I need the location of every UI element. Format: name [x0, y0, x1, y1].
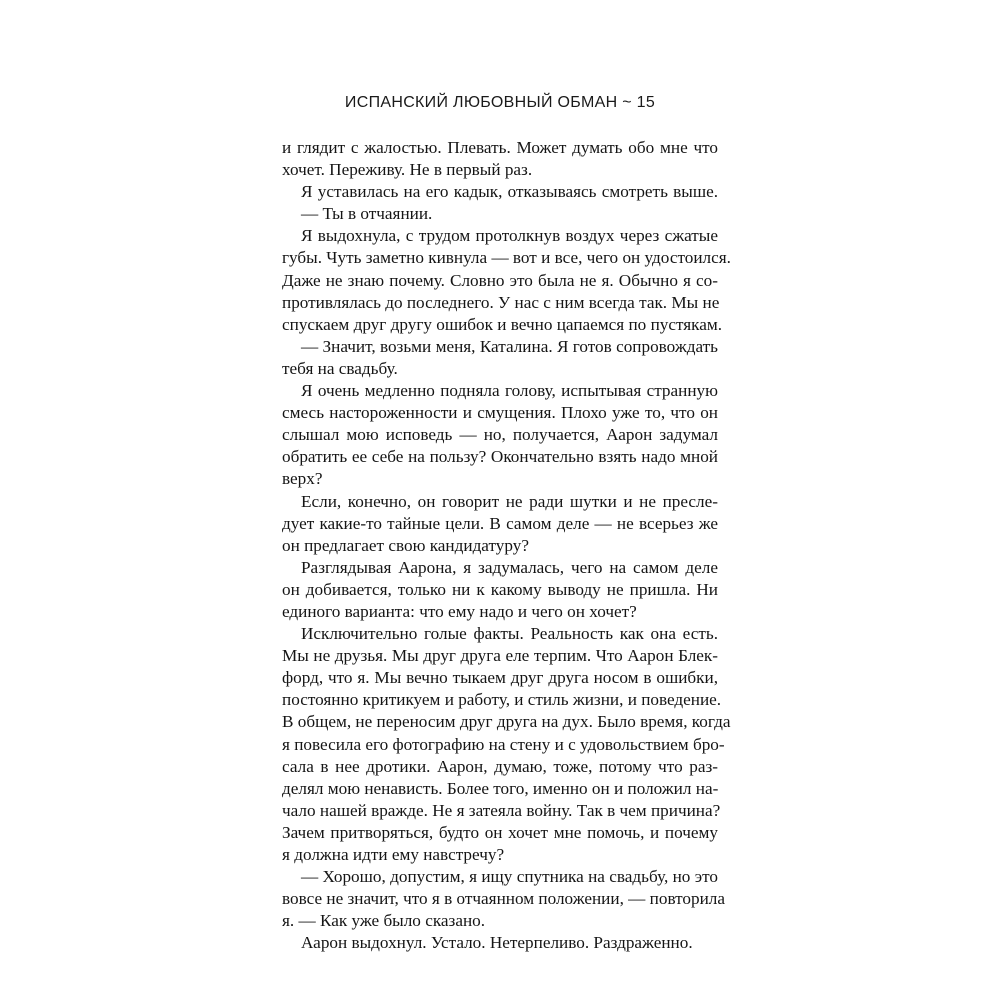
text-line: Исключительно голые факты. Реальность как она есть. [301, 624, 718, 644]
text-line: слышал мою исповедь — но, получается, Аарон задумал [282, 425, 718, 445]
text-line: я. — Как уже было сказано. [282, 911, 486, 931]
text-line: спускаем друг другу ошибок и вечно цапаемся по пустякам. [282, 314, 723, 334]
text-line: и глядит с жалостью. Плевать. Может думать обо мне что [282, 138, 718, 157]
running-header [282, 94, 718, 112]
text-line: делял мою ненависть. Более того, именно он и положил на- [282, 778, 719, 798]
text-line: тебя на свадьбу. [282, 358, 398, 378]
text-line: Я очень медленно подняла голову, испытывая странную [301, 381, 718, 401]
text-line: — Хорошо, допустим, я ищу спутника на свадьбу, но это [301, 867, 718, 887]
text-line: дует какие-то тайные цели. В самом деле — не всерьез же [282, 513, 718, 533]
text-line: Если, конечно, он говорит не ради шутки и не пресле- [301, 491, 718, 511]
text-line: верх? [282, 469, 323, 489]
text-line: я повесила его фотографию на стену и с удовольствием бро- [282, 734, 725, 754]
text-line: единого варианта: что ему надо и чего он хочет? [282, 601, 637, 621]
text-line: Даже не знаю почему. Словно это была не я. Обычно я со- [282, 270, 718, 290]
text-line: форд, что я. Мы вечно тыкаем друг друга носом в ошибки, [282, 668, 718, 688]
text-line: вовсе не значит, что я в отчаянном положении, — повторила [282, 889, 726, 909]
text-line: Зачем притворяться, будто он хочет мне помочь, и почему [282, 822, 718, 842]
text-line: В общем, не переносим друг друга на дух. Было время, когда [282, 712, 731, 732]
header-separator: ~ [622, 94, 632, 111]
page-number: 15 [636, 94, 656, 111]
text-line: Аарон выдохнул. Устало. Нетерпеливо. Раздраженно. [301, 933, 693, 953]
text-line: смесь настороженности и смущения. Плохо уже то, что он [282, 403, 718, 423]
body-text [282, 137, 731, 954]
text-line: губы. Чуть заметно кивнула — вот и все, чего он удостоился. [282, 248, 731, 268]
text-line: хочет. Переживу. Не в первый раз. [282, 160, 533, 180]
text-line: он предлагает свою кандидатуру? [282, 535, 529, 555]
text-line: он добивается, только ни к какому выводу не пришла. Ни [282, 579, 718, 599]
text-line: Мы не друзья. Мы друг друга еле терпим. Что Аарон Блек- [282, 646, 718, 666]
text-line: я должна идти ему навстречу? [282, 845, 505, 864]
text-line: противлялась до последнего. У нас с ним всегда так. Мы не [282, 292, 720, 312]
text-line: чало нашей вражде. Не я затеяла войну. Так в чем причина? [282, 800, 721, 820]
running-title: ИСПАНСКИЙ ЛЮБОВНЫЙ ОБМАН [344, 94, 618, 111]
text-line: Разглядывая Аарона, я задумалась, чего на самом деле [301, 557, 718, 577]
text-line: Я уставилась на его кадык, отказываясь смотреть выше. [301, 182, 718, 202]
text-line: — Значит, возьми меня, Каталина. Я готов сопровождать [301, 336, 718, 356]
text-line: обратить ее себе на пользу? Окончательно взять надо мной [282, 447, 718, 467]
text-line: — Ты в отчаянии. [301, 204, 433, 224]
text-line: Я выдохнула, с трудом протолкнув воздух через сжатые [301, 226, 718, 246]
text-line: сала в нее дротики. Аарон, думаю, тоже, потому что раз- [282, 756, 718, 776]
text-line: постоянно критикуем и работу, и стиль жизни, и поведение. [282, 690, 722, 710]
